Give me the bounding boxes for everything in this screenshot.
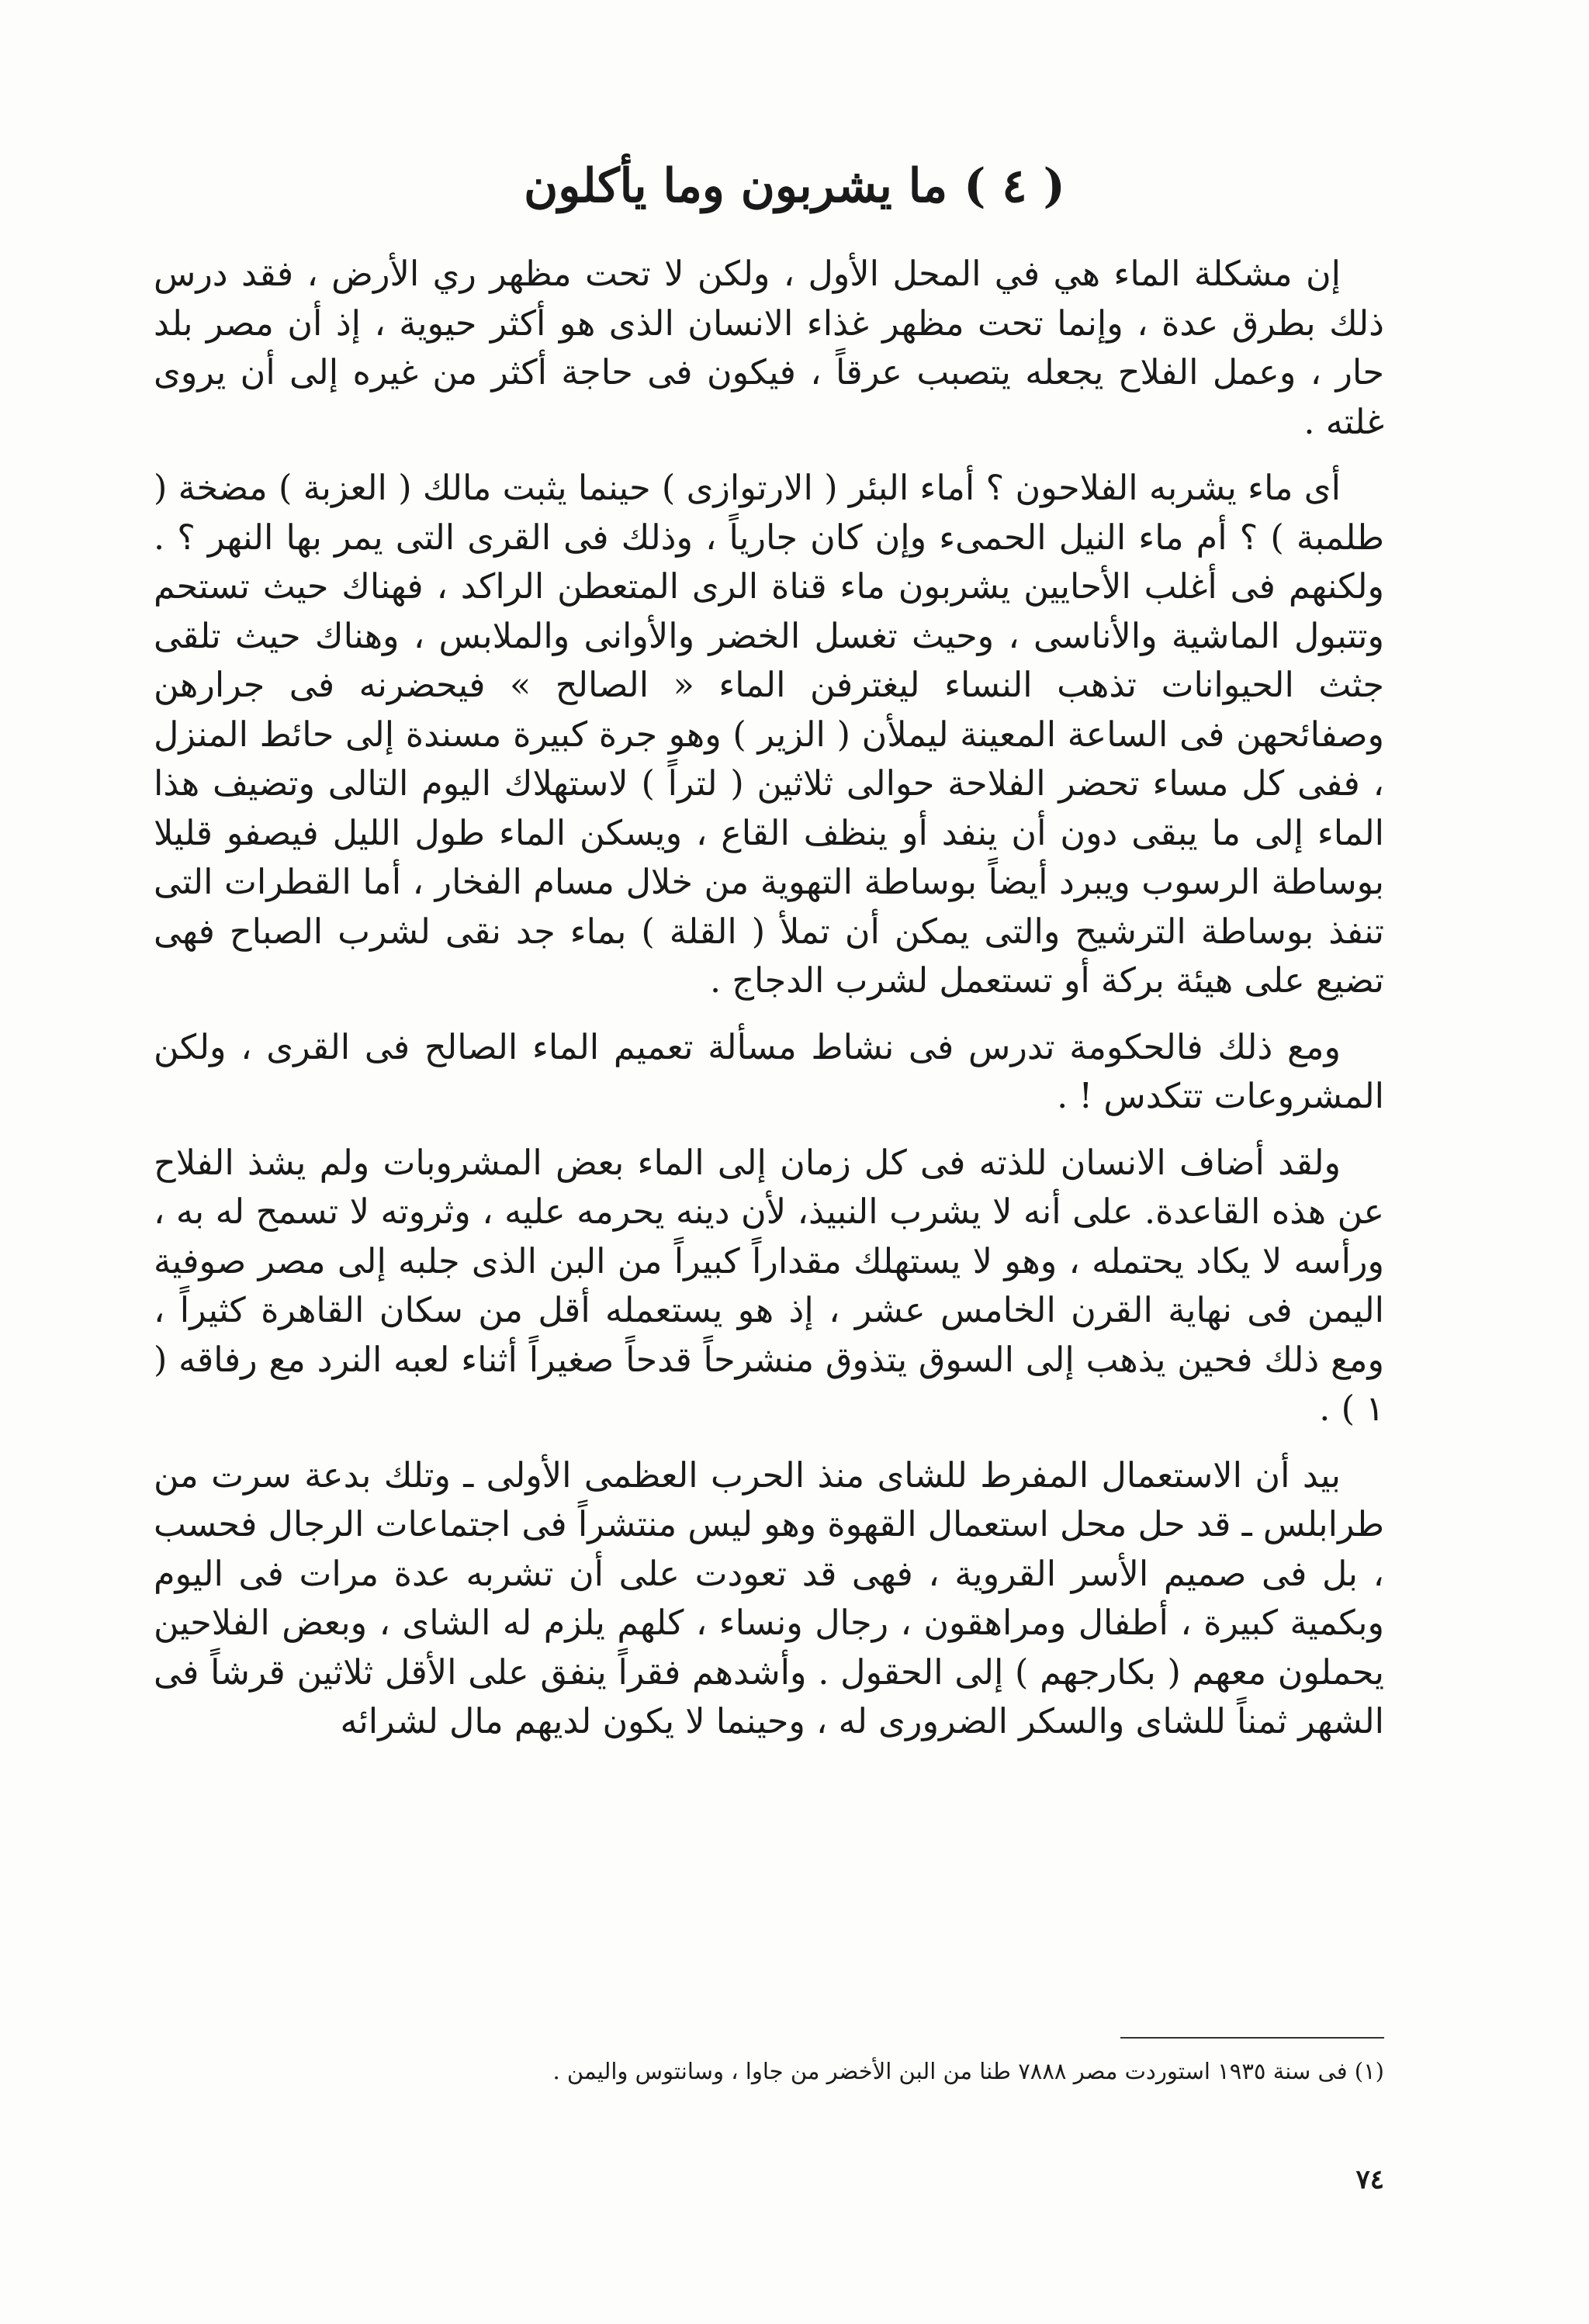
body-text bbox=[154, 250, 1384, 1747]
footnote-divider bbox=[1120, 2037, 1384, 2039]
paragraph-3: ومع ذلك فالحكومة تدرس فى نشاط مسألة تعميم الماء الصالح فى القرى ، ولكن المشروعات تتكدس ! . bbox=[154, 1027, 1384, 1116]
paragraph-5: بيد أن الاستعمال المفرط للشاى منذ الحرب العظمى الأولى ـ وتلك بدعة سرت من طرابلس ـ قد حل محل استعمال القهوة وهو ليس منتشراً فى اجتماعات الرجال فحسب ، بل فى صميم الأسر القروية ، فهى قد تعودت على أن تشربه عدة مرات فى اليوم وبكمية كبيرة ، أطفال ومراهقون ، رجال ونساء ، كلهم يلزم له الشاى ، وبعض الفلاحين يحملون معهم ( بكارجهم ) إلى الحقول . وأشدهم فقراً ينفق على الأقل ثلاثين قرشاً فى الشهر ثمناً للشاى والسكر الضرورى له ، وحينما لا يكون لديهم مال لشرائه bbox=[154, 1455, 1384, 1741]
footnote: (١) فى سنة ١٩٣٥ استوردت مصر ٧٨٨٨ طنا من البن الأخضر من جاوا ، وسانتوس واليمن . bbox=[552, 2058, 1384, 2084]
page-title: ( ٤ ) ما يشربون وما يأكلون bbox=[524, 159, 1065, 213]
paragraph-2: أى ماء يشربه الفلاحون ؟ أماء البئر ( الارتوازى ) حينما يثبت مالك ( العزبة ) مضخة ( طلمبة ) ؟ أم ماء النيل الحمىء وإن كان جارياً ، وذلك فى القرى التى يمر بها النهر ؟ . ولكنهم فى أغلب الأحايين يشربون ماء قناة الرى المتعطن الراكد ، فهناك حيث تستحم وتتبول الماشية والأناسى ، وحيث تغسل الخضر والأوانى والملابس ، وهناك حيث تلقى جثث الحيوانات تذهب النساء ليغترفن الماء « الصالح » فيحضرنه فى جرارهن وصفائحهن فى الساعة المعينة ليملأن ( الزير ) وهو جرة كبيرة مسندة إلى حائط المنزل ، ففى كل مساء تحضر الفلاحة حوالى ثلاثين ( لتراً ) لاستهلاك اليوم التالى وتضيف هذا الماء إلى ما يبقى دون أن ينفد أو ينظف القاع ، ويسكن الماء طول الليل فيصفو قليلا بوساطة الرسوب ويبرد أيضاً بوساطة التهوية من خلال مسام الفخار ، أما القطرات التى تنفذ بوساطة الترشيح والتى يمكن أن تملأ ( القلة ) بماء جد نقى لشرب الصباح فهى تضيع على هيئة بركة أو تستعمل لشرب الدجاج . bbox=[154, 469, 1384, 1001]
page-number: ٧٤ bbox=[1355, 2164, 1384, 2195]
paragraph-4: ولقد أضاف الانسان للذته فى كل زمان إلى الماء بعض المشروبات ولم يشذ الفلاح عن هذه القاعدة. على أنه لا يشرب النبيذ، لأن دينه يحرمه عليه ، وثروته لا تسمح له به ، ورأسه لا يكاد يحتمله ، وهو لا يستهلك مقداراً كبيراً من البن الذى جلبه إلى مصر صوفية اليمن فى نهاية القرن الخامس عشر ، إذ هو يستعمله أقل من سكان القاهرة كثيراً ، ومع ذلك فحين يذهب إلى السوق يتذوق منشرحاً قدحاً صغيراً أثناء لعبه النرد مع رفاقه ( ١ ) . bbox=[154, 1143, 1384, 1429]
paragraph-1: إن مشكلة الماء هي في المحل الأول ، ولكن لا تحت مظهر ري الأرض ، فقد درس ذلك بطرق عدة ، وإنما تحت مظهر غذاء الانسان الذى هو أكثر حيوية ، إذ أن مصر بلد حار ، وعمل الفلاح يجعله يتصبب عرقاً ، فيكون فى حاجة أكثر من غيره إلى أن يروى غلته . bbox=[154, 254, 1384, 442]
